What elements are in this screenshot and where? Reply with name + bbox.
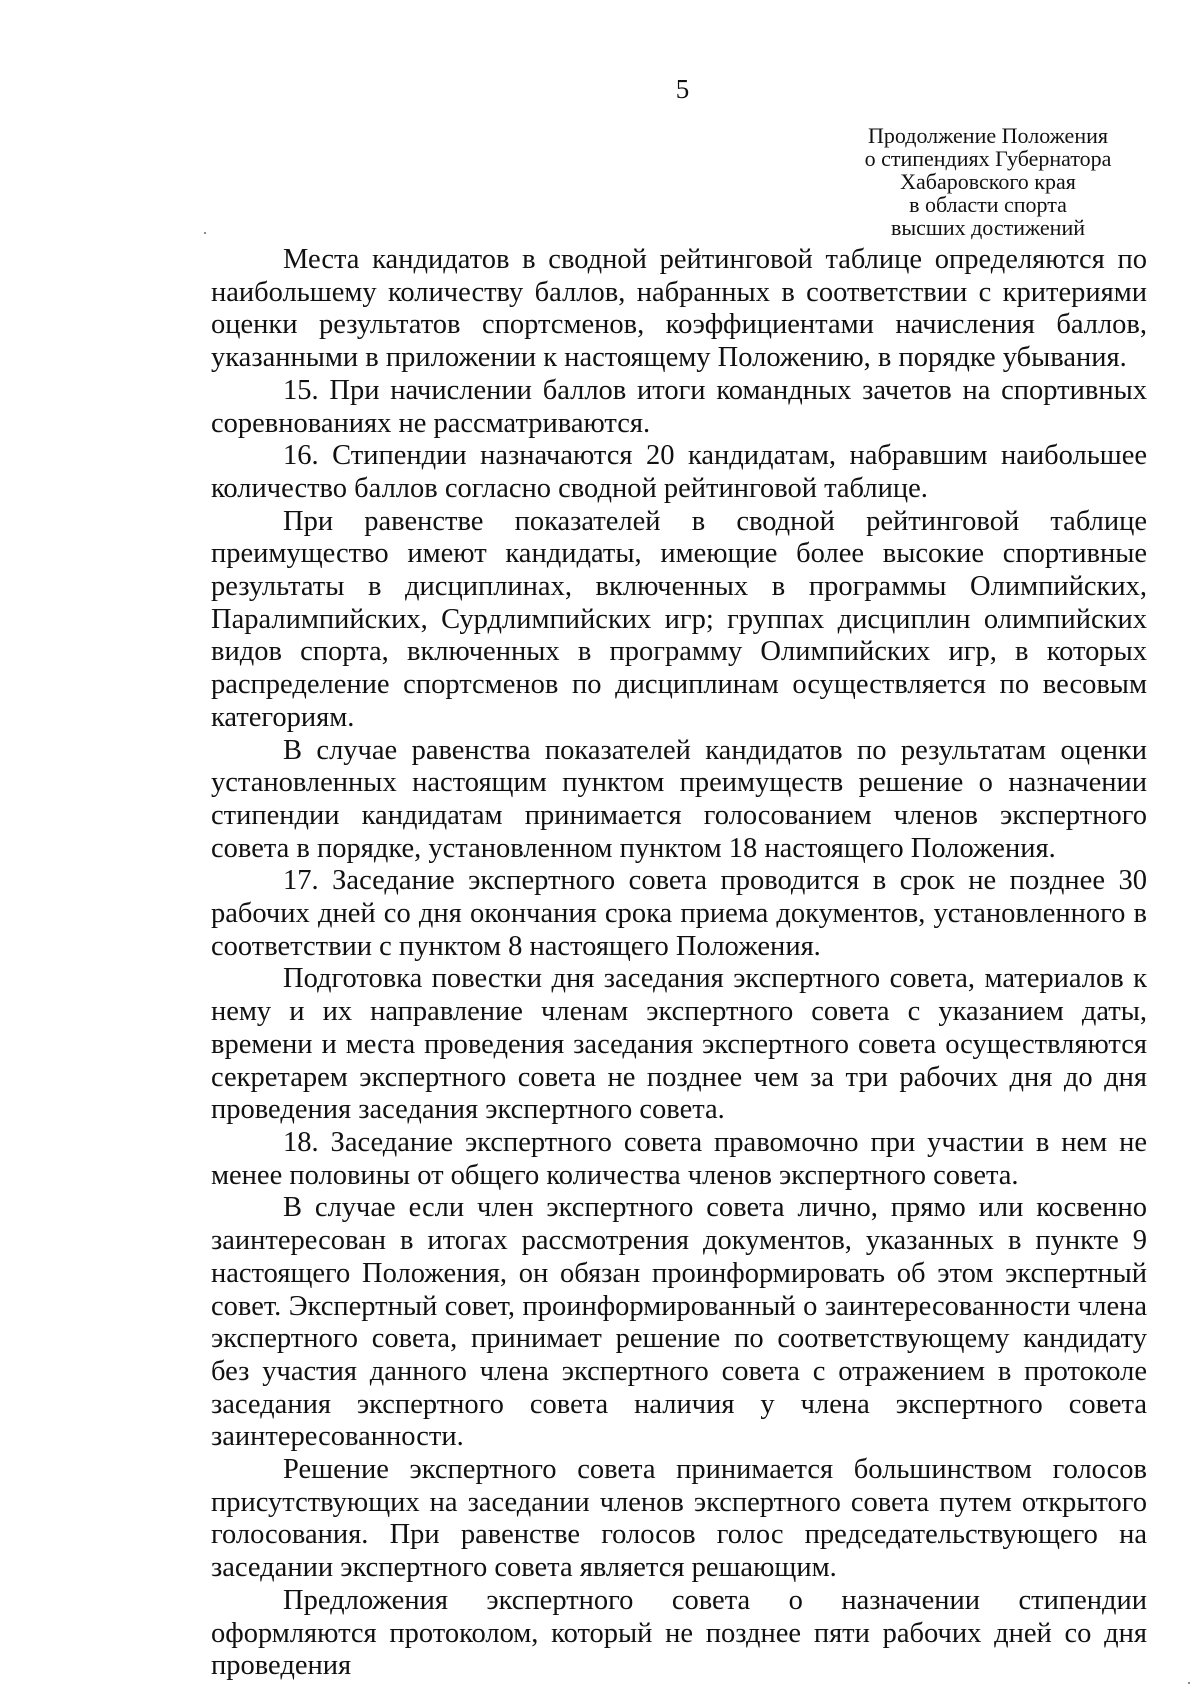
paragraph: В случае если член экспертного совета лично, прямо или косвенно заинтересован в итогах рассмотрения документов, указанных в пункте 9 настоящего Положения, он обязан проинформировать об этом экспертный совет. Экспертный совет, проинформированный о заинтересованности члена экспертного совета, принимает решение по соответствующему кандидату без участия данного члена экспертного совета с отражением в протоколе заседания экспертного совета наличия у члена экспертного совета заинтересованности. (211, 1192, 1147, 1453)
paragraph: Решение экспертного совета принимается большинством голосов присутствующих на заседании членов экспертного совета путем открытого голосования. При равенстве голосов голос председательствующего на заседании экспертного совета является решающим. (211, 1454, 1147, 1584)
paragraph: Места кандидатов в сводной рейтинговой таблице определяются по наибольшему количеству баллов, набранных в соответствии с критериями оценки результатов спортсменов, коэффициентами начисления баллов, указанными в приложении к настоящему Положению, в порядке убывания. (211, 244, 1147, 374)
paragraph: 15. При начислении баллов итоги командных зачетов на спортивных соревнованиях не рассматриваются. (211, 374, 1147, 439)
paragraph: 18. Заседание экспертного совета правомочно при участии в нем не менее половины от общего количества членов экспертного совета. (211, 1126, 1147, 1191)
document-body (211, 244, 1147, 1683)
scan-speck (1188, 1682, 1190, 1684)
paragraph: 17. Заседание экспертного совета проводится в срок не позднее 30 рабочих дней со дня окончания срока приема документов, установленного в соответствии с пунктом 8 настоящего Положения. (211, 865, 1147, 962)
running-header-line: о стипендиях Губернатора (864, 146, 1112, 171)
paragraph: Предложения экспертного совета о назначении стипендии оформляются протоколом, который не позднее пяти рабочих дней со дня проведения (211, 1584, 1147, 1682)
running-header (818, 124, 1158, 239)
paragraph: При равенстве показателей в сводной рейтинговой таблице преимущество имеют кандидаты, имеющие более высокие спортивные результаты в дисциплинах, включенных в программы Олимпийских, Паралимпийских, Сурдлимпийских игр; группах дисциплин олимпийских видов спорта, включенных в программу Олимпийских игр, в которых распределение спортсменов по дисциплинам осуществляется по весовым категориям. (211, 505, 1147, 733)
paragraph: 16. Стипендии назначаются 20 кандидатам, набравшим наибольшее количество баллов согласно сводной рейтинговой таблице. (211, 440, 1147, 504)
running-header-line: в области спорта (909, 192, 1067, 217)
paragraph: В случае равенства показателей кандидатов по результатам оценки установленных настоящим пунктом преимуществ решение о назначении стипендии кандидатам принимается голосованием членов экспертного совета в порядке, установленном пунктом 18 настоящего Положения. (211, 734, 1147, 864)
running-header-line: Продолжение Положения (868, 123, 1108, 148)
scan-speck (204, 232, 206, 234)
paragraph: Подготовка повестки дня заседания экспертного совета, материалов к нему и их направление членам экспертного совета с указанием даты, времени и места проведения заседания экспертного совета осуществляются секретарем экспертного совета не позднее чем за три рабочих дня до дня проведения заседания экспертного совета. (211, 963, 1147, 1126)
page-number: 5 (675, 74, 690, 104)
running-header-line: Хабаровского края (900, 169, 1076, 194)
running-header-line: высших достижений (890, 215, 1086, 240)
